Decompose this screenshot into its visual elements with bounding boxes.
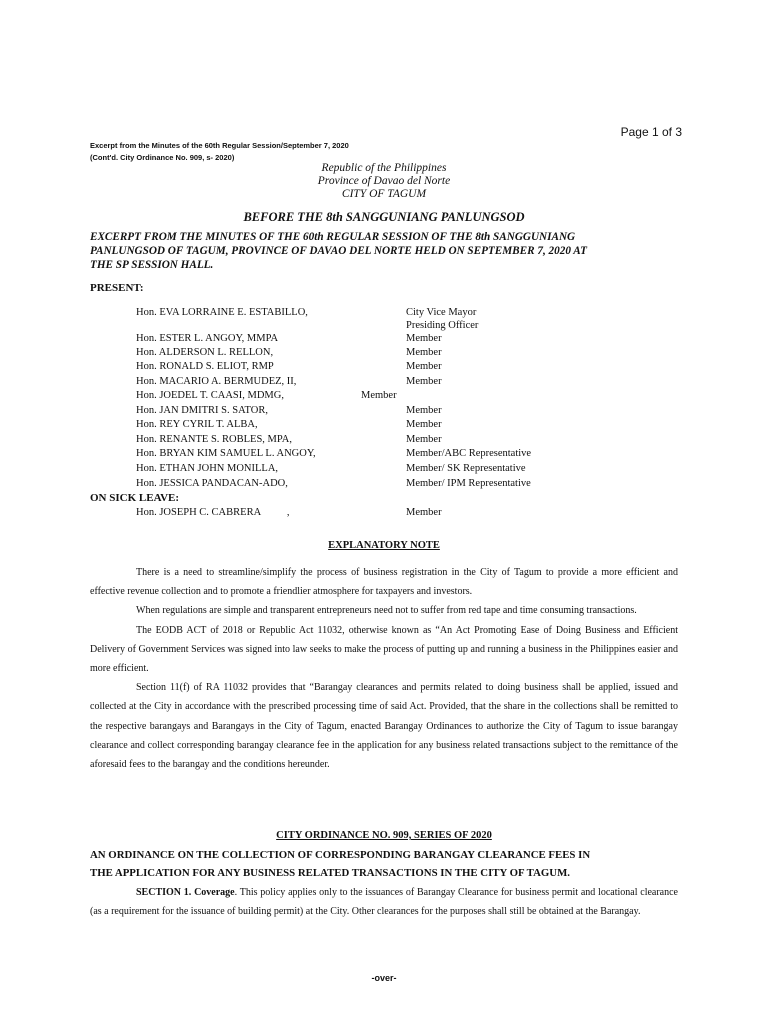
member-name: Hon. RONALD S. ELIOT, RMP	[136, 361, 274, 372]
letterhead-province: Province of Davao del Norte	[317, 175, 451, 187]
excerpt-paragraph-line2: PANLUNGSOD OF TAGUM, PROVINCE OF DAVAO DEL NORTE HELD ON SEPTEMBER 7, 2020 AT	[90, 245, 587, 257]
section1-text: . This policy applies only to the issuances of Barangay Clearance for business permit and locational clearance (as a requirement for the issuance of building permit) at the City. Other clearances for the purposes shall still be obtained at the Barangay.	[90, 887, 678, 918]
present-label: PRESENT:	[90, 282, 144, 294]
member-name: Hon. ESTER L. ANGOY, MMPA	[136, 333, 279, 344]
member-role: Member	[406, 361, 442, 372]
member-role: Member	[406, 347, 442, 358]
section1-heading: SECTION 1. Coverage	[136, 887, 235, 898]
member-role: Member/ SK Representative	[406, 463, 526, 474]
member-role: Member/ IPM Representative	[406, 478, 531, 489]
excerpt-header-line2: (Cont'd. City Ordinance No. 909, s- 2020)	[90, 153, 235, 162]
explanatory-note-body	[90, 563, 678, 774]
member-role: Member	[406, 376, 442, 387]
member-role: Presiding Officer	[406, 320, 479, 331]
excerpt-paragraph-line1: EXCERPT FROM THE MINUTES OF THE 60th REGULAR SESSION OF THE 8th SANGGUNIANG	[90, 231, 576, 243]
member-role: Member	[406, 434, 442, 445]
sick-leave-member-role: Member	[406, 507, 442, 518]
member-role: City Vice Mayor	[406, 307, 477, 318]
explanatory-paragraph: When regulations are simple and transparent entrepreneurs need not to suffer from red tape and time consuming transactions.	[136, 605, 637, 617]
explanatory-paragraph: The EODB ACT of 2018 or Republic Act 11032, otherwise known as “An Act Promoting Ease of Doing Business and Efficient Delivery of Government Services was signed into law seeks to make the process of putting up and running a business in the Philippines easier and more efficient.	[90, 624, 678, 675]
member-name: Hon. JAN DMITRI S. SATOR,	[136, 405, 268, 416]
section1	[90, 883, 678, 921]
member-name: Hon. EVA LORRAINE E. ESTABILLO,	[136, 307, 308, 318]
member-name: Hon. REY CYRIL T. ALBA,	[136, 419, 258, 430]
member-name: Hon. BRYAN KIM SAMUEL L. ANGOY,	[136, 448, 316, 459]
member-name: Hon. ALDERSON L. RELLON,	[136, 347, 274, 358]
explanatory-paragraph: Section 11(f) of RA 11032 provides that “Barangay clearances and permits related to doing business shall be applied, issued and collected at the City in accordance with the prescribed processing time of said Act. Provided, that the share in the collections shall be remitted to the respective barangays and Barangays in the City of Tagum, enacted Barangay Ordinances to authorize the City of Tagum to issue barangay clearance and collect corresponding barangay clearance fee in the application for any business related transactions subject to the remittance of the aforesaid fees to the barangay and the conditions hereunder.	[90, 682, 678, 771]
page-number: Page 1 of 3	[620, 125, 682, 139]
member-name: Hon. ETHAN JOHN MONILLA,	[136, 463, 279, 474]
footer-over: -over-	[371, 973, 397, 983]
member-name: Hon. RENANTE S. ROBLES, MPA,	[136, 434, 292, 445]
member-role: Member/ABC Representative	[406, 448, 532, 459]
ordinance-subject	[90, 846, 678, 882]
member-name: Hon. JESSICA PANDACAN-ADO,	[136, 478, 288, 489]
member-name: Hon. JOEDEL T. CAASI, MDMG,	[136, 390, 284, 401]
member-role: Member	[361, 390, 397, 401]
explanatory-paragraph: There is a need to streamline/simplify the process of business registration in the City of Tagum to provide a more efficient and effective revenue collection and to promote a friendlier atmosphere for taxpayers and investors.	[90, 567, 678, 598]
sick-leave-member-name: Hon. JOSEPH C. CABRERA ,	[136, 507, 290, 518]
explanatory-note-title: EXPLANATORY NOTE	[328, 540, 440, 551]
letterhead-republic: Republic of the Philippines	[321, 162, 447, 174]
excerpt-paragraph-line3: THE SP SESSION HALL.	[90, 259, 214, 271]
ordinance-subject-line1: AN ORDINANCE ON THE COLLECTION OF CORRESPONDING BARANGAY CLEARANCE FEES IN	[90, 849, 591, 861]
ordinance-subject-line2: THE APPLICATION FOR ANY BUSINESS RELATED TRANSACTIONS IN THE CITY OF TAGUM.	[90, 867, 570, 879]
before-title: BEFORE THE 8th SANGGUNIANG PANLUNGSOD	[243, 210, 525, 224]
member-role: Member	[406, 333, 442, 344]
sick-leave-label: ON SICK LEAVE:	[90, 492, 180, 504]
letterhead-city: CITY OF TAGUM	[341, 188, 427, 200]
member-role: Member	[406, 419, 442, 430]
excerpt-header-line1: Excerpt from the Minutes of the 60th Regular Session/September 7, 2020	[90, 141, 349, 150]
member-name: Hon. MACARIO A. BERMUDEZ, II,	[136, 376, 297, 387]
ordinance-title: CITY ORDINANCE NO. 909, SERIES OF 2020	[276, 830, 492, 841]
member-role: Member	[406, 405, 442, 416]
